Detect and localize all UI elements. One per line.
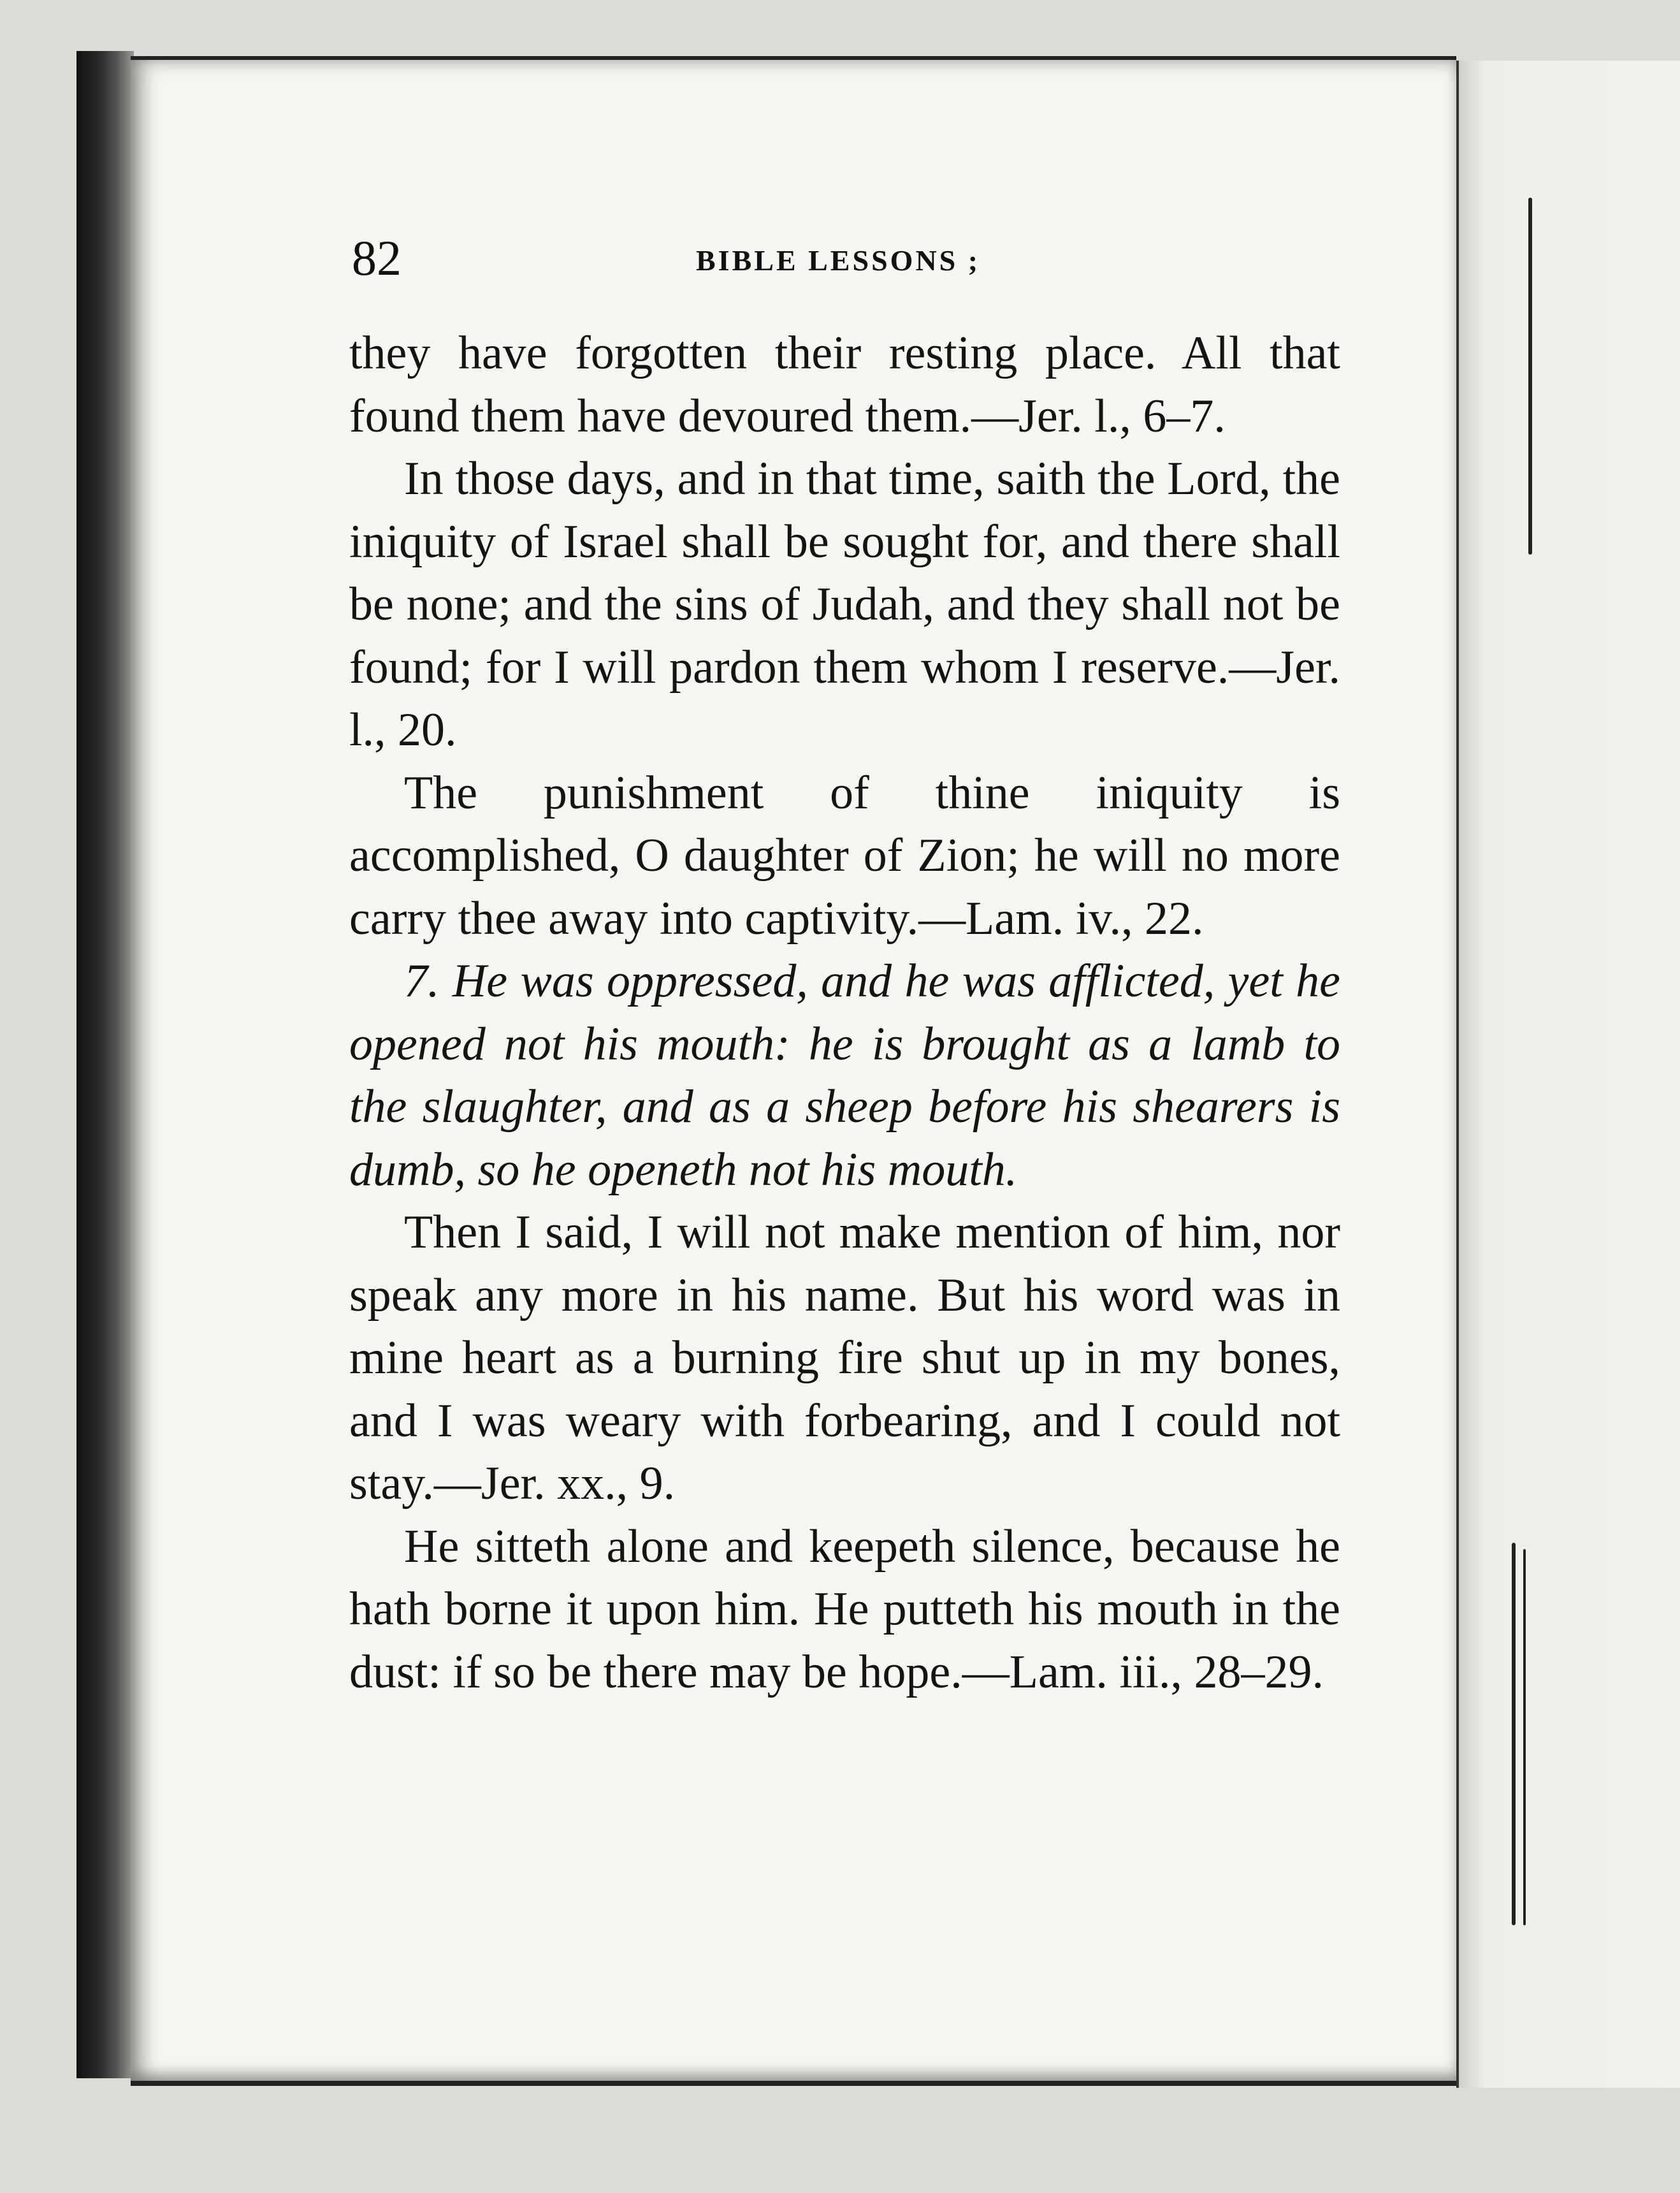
paragraph: they have forgotten their resting place. All that found them have devoured them.—Jer. l., 6–7. [349, 327, 1340, 442]
book-spine [76, 51, 134, 2078]
paragraph: He sitteth alone and keepeth silence, because he hath borne it upon him. He putteth his mouth in the dust: if so be there may be hope.—Lam. iii., 28–29. [349, 1520, 1340, 1698]
page-header [352, 229, 1346, 300]
paragraph: In those days, and in that time, saith the Lord, the iniquity of Israel shall be sought for, and there shall be none; and the sins of Judah, and they shall not be found; for I will pardon them whom I reserve.—Jer. l., 20. [349, 453, 1340, 756]
facing-page-edge [1456, 61, 1680, 2088]
paragraph: The punishment of thine iniquity is accomplished, O daughter of Zion; he will no more carry thee away into captivity.—Lam. iv., 22. [349, 766, 1340, 945]
scripture-quotation: 7. He was oppressed, and he was afflicted, yet he opened not his mouth: he is brought as a lamb to the slaughter, and as a sheep before his shearers is dumb, so he openeth not his mouth. [349, 955, 1340, 1196]
body-text [349, 322, 1340, 1703]
page-edge-mark [1523, 1549, 1526, 1925]
page-edge-mark [1512, 1543, 1516, 1925]
paragraph: Then I said, I will not make mention of him, nor speak any more in his name. But his word was in mine heart as a burning fire shut up in my bones, and I was weary with forbearing, and I could not stay.—Jer. xx., 9. [349, 1206, 1340, 1510]
page-edge-mark [1528, 198, 1532, 555]
running-head: BIBLE LESSONS ; [696, 244, 981, 277]
page-number: 82 [352, 230, 402, 286]
